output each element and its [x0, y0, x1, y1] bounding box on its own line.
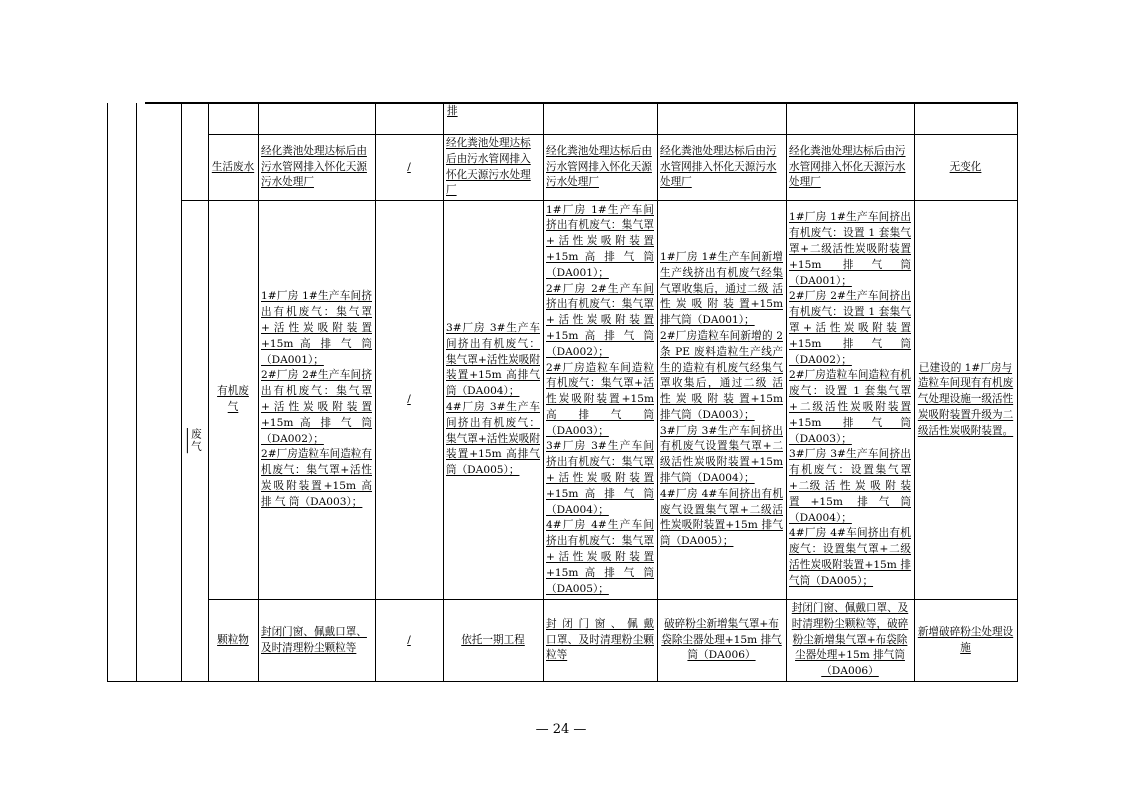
- organic-gas-c2: /: [407, 393, 411, 406]
- organic-gas-c7: 已建设的 1#厂房与造粒车间现有有机废气处理设施一级活性炭吸附装置升级为二级活性炭吸附装置。: [917, 361, 1014, 437]
- organic-gas-c4: 1#厂房 1#生产车间挤出有机废气：集气罩+活性炭吸附装置+15m 高 排 气 筒（DA001）； 2#厂房 2#生产车间挤出有机废气：集气罩+活性炭吸附装置+15m 高 排 气 筒（DA002）； 2#厂房造粒车间造粒有机废气：集气罩+活性炭吸附装置+15m 高 排 气 筒（DA003）； 3#厂房 3#生产车间挤出有机废气：集气罩+活性炭吸附装置+15m 高 排 气 筒（DA004）； 4#厂房 4#生产车间挤出有机废气：集气罩+活性炭吸附装置+15m 高 排 气 筒（DA005）；: [546, 203, 654, 595]
- continuation-text: 排: [447, 105, 458, 117]
- domestic-wastewater-c6: 经化粪池处理达标后由污水管网排入怀化天源污水处理厂: [789, 144, 906, 189]
- particulate-c7: 新增破碎粉尘处理设施: [917, 625, 1014, 654]
- organic-gas-label: 有机废气: [217, 385, 249, 413]
- domestic-wastewater-label: 生活废水: [211, 160, 255, 173]
- particulate-c3: 依托一期工程: [461, 633, 525, 646]
- page-number: — 24 —: [535, 722, 587, 737]
- particulate-c4: 封 闭 门 窗 、 佩 戴 口罩、及时清理粉尘颗粒等: [546, 617, 654, 662]
- domestic-wastewater-c1: 经化粪池处理达标后由污水管网排入怀化天源污水处理厂: [261, 144, 367, 189]
- organic-gas-c3: 3#厂房 3#生产车间挤出有机废气：集气罩+活性炭吸附装置+15m 高排气筒（DA004）； 4#厂房 3#生产车间挤出有机废气：集气罩+活性炭吸附装置+15m 高排气筒（DA005）；: [446, 322, 540, 477]
- particulate-c5: 破碎粉尘新增集气罩+布袋除尘器处理+15m 排气筒（DA006）: [661, 617, 782, 662]
- organic-gas-c6: 1#厂房 1#生产车间挤出有机废气：设置 1 套集气罩+二级活性炭吸附装置+15m 排气筒（DA001）； 2#厂房 2#生产车间挤出有机废气：设置 1 套集气罩+活性炭吸附装置+15m 排气筒（DA002）； 2#厂房造粒车间造粒有机废气：设置 1 套集气罩+二级活性炭吸附装置+15m 排气筒（DA003）； 3#厂房 3#生产车间挤出有机废气：设置集气罩+二级 活 性 炭 吸 附 装 置+15m 排气筒（DA004）； 4#厂房 4#车间挤出有机废气：设置集气罩+二级活性炭吸附装置+15m 排气筒（DA005）；: [789, 211, 911, 587]
- domestic-wastewater-c5: 经化粪池处理达标后由污水管网排入怀化天源污水处理厂: [660, 144, 777, 189]
- organic-gas-c5: 1#厂房 1#生产车间新增生产线挤出有机废气经集气罩收集后，通过二级 活 性 炭 吸 附 装 置+15m 排气筒（DA001）； 2#厂房造粒车间新增的 2 条 PE 废料造粒生产线产生的造粒有机废气经集气罩收集后，通过二级 活 性 炭 吸 附 装 置+15m 排气筒（DA003）； 3#厂房 3#生产车间挤出有机废气设置集气罩+二级活性炭吸附装置+15m 排气筒（DA004）； 4#厂房 4#车间挤出有机废气设置集气罩+二级活性炭吸附装置+15m 排气筒（DA005）；: [660, 250, 783, 548]
- organic-gas-c1: 1#厂房 1#生产车间挤出有机废气：集气罩+活性炭吸附装置+15m 高 排 气 筒（DA001）； 2#厂房 2#生产车间挤出有机废气：集气罩+活性炭吸附装置+15m 高 排 气 筒（DA002）； 2#厂房造粒车间造粒有机废气：集气罩+活性炭吸附装置+15m 高 排 气 筒（DA003）；: [261, 290, 372, 508]
- domestic-wastewater-c7: 无变化: [949, 160, 982, 173]
- particulate-c2: /: [407, 633, 411, 646]
- domestic-wastewater-c4: 经化粪池处理达标后由污水管网排入怀化天源污水处理厂: [546, 144, 652, 189]
- particulate-c1: 封闭门窗、佩戴口罩、及时清理粉尘颗粒等: [261, 625, 367, 654]
- particulate-c6: 封闭门窗、佩戴口罩、及时清理粉尘颗粒等，破碎粉尘新增集气罩+布袋除尘器处理+15m 排气筒（DA006）: [791, 602, 909, 678]
- particulate-label: 颗粒物: [217, 633, 249, 646]
- waste-gas-label: 废气: [189, 428, 202, 454]
- domestic-wastewater-c2: /: [407, 160, 411, 173]
- domestic-wastewater-c3: 经化粪池处理达标后由污水管网排入怀化天源污水处理厂: [446, 136, 531, 197]
